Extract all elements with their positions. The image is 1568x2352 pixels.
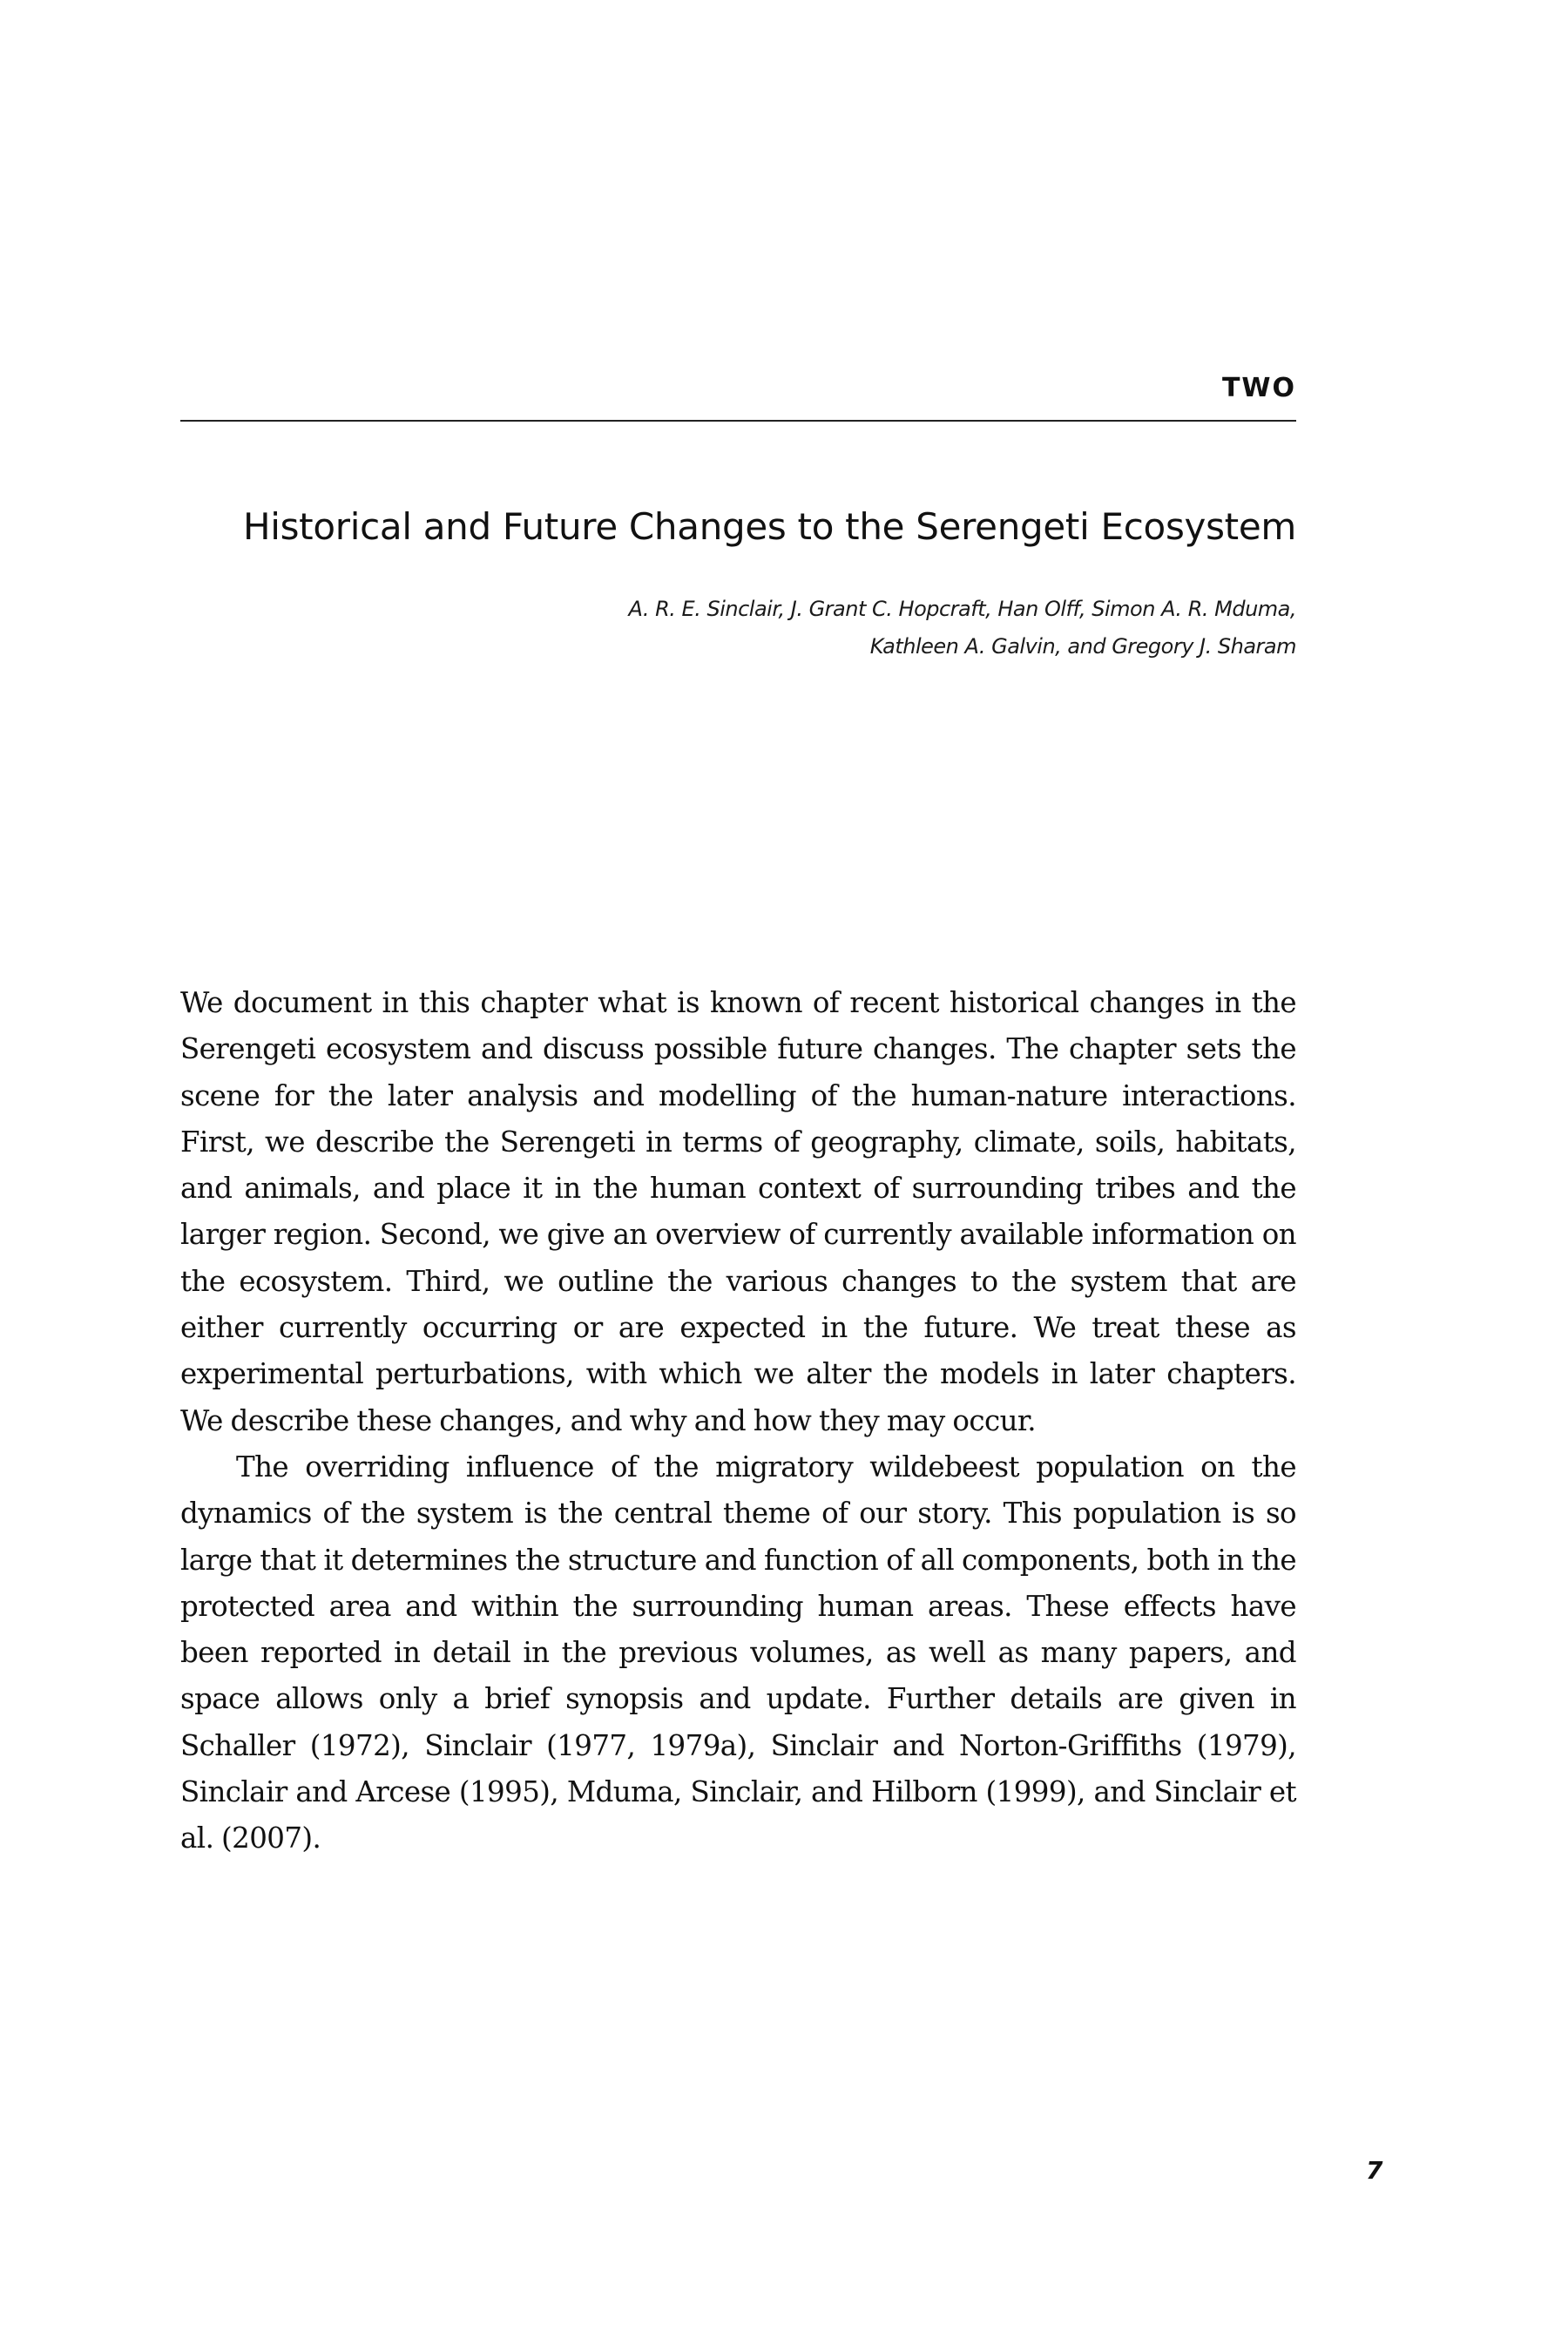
authors-line-1: A. R. E. Sinclair, J. Grant C. Hopcraft, Han Olff, Simon A. R. Mduma, — [628, 597, 1296, 621]
body-paragraph-2: The overriding influence of the migratory wildebeest population on the dynamics of the system is the central theme of our story. This population is so large that it determines the structure and function of all components, both in the protected area and within the surrounding human areas. These effects have been reported in detail in the previous volumes, as well as many papers, and space allows only a brief synopsis and update. Further details are given in Schaller (1972), Sinclair (1977, 1979a), Sinclair and Norton-Griffiths (1979), Sinclair and Arcese (1995), Mduma, Sinclair, and Hilborn (1999), and Sinclair et al. (2007). — [180, 1450, 1296, 1855]
chapter-number: TWO — [1221, 373, 1296, 403]
body-paragraph-1: We document in this chapter what is known of recent historical changes in the Serengeti ecosystem and discuss possible future changes. The chapter sets the scene for the later analysis and modelling of the human-nature interactions. First, we describe the Serengeti in terms of geography, climate, soils, habitats, and animals, and place it in the human context of surrounding tribes and the larger region. Second, we give an overview of currently available information on the ecosystem. Third, we outline the various changes to the system that are either currently occurring or are expected in the future. We treat these as experimental perturbations, with which we alter the models in later chapters. We describe these changes, and why and how they may occur. — [180, 986, 1296, 1437]
chapter-title: Historical and Future Changes to the Serengeti Ecosystem — [242, 505, 1296, 548]
authors-line-2: Kathleen A. Galvin, and Gregory J. Sharam — [869, 634, 1296, 659]
page-number: 7 — [1366, 2156, 1383, 2185]
chapter-body — [180, 980, 1296, 1862]
chapter-authors — [425, 591, 1296, 666]
chapter-rule-divider — [180, 420, 1296, 422]
